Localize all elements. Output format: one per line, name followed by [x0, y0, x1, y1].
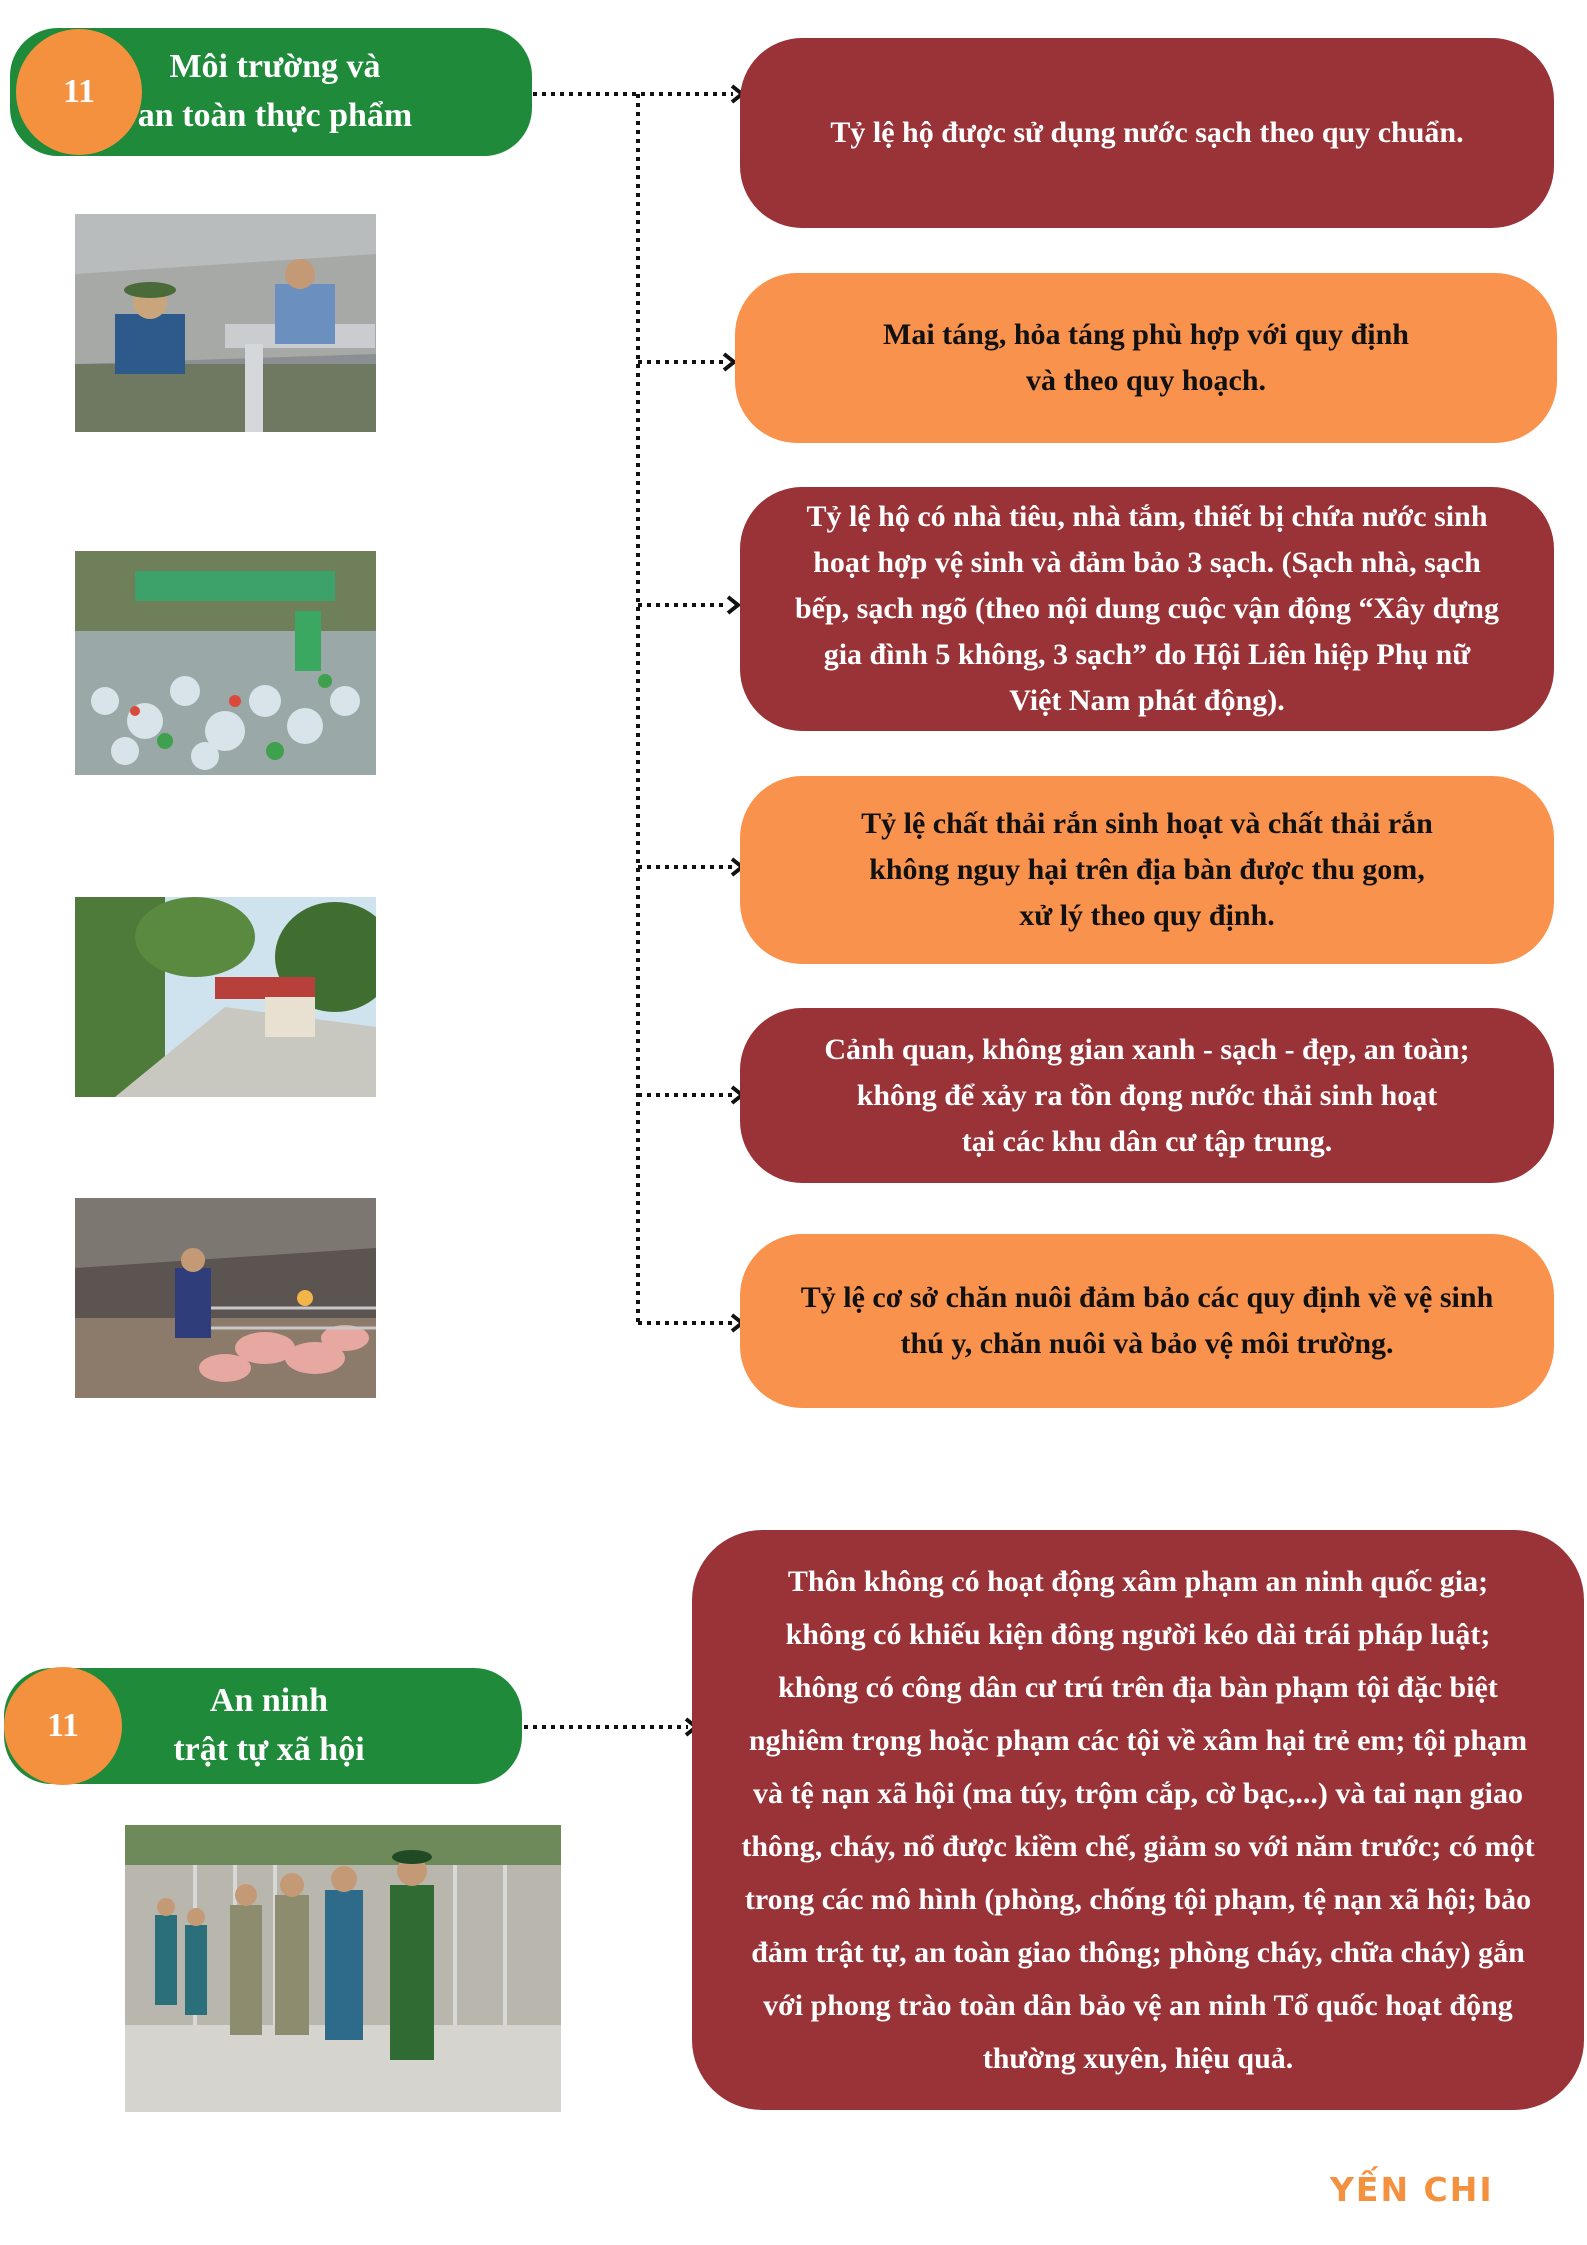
criteria-line: hoạt hợp vệ sinh và đảm bảo 3 sạch. (Sạch nhà, sạch — [813, 546, 1481, 579]
criteria-box-1 — [740, 38, 1554, 228]
criteria-box-5 — [740, 1008, 1554, 1183]
criteria-box-4 — [740, 776, 1554, 964]
criteria-box-3 — [740, 487, 1554, 731]
brand-label: YẾN CHI — [1330, 2170, 1494, 2209]
criteria-text — [830, 110, 1463, 156]
pig-farm-photo — [75, 1198, 376, 1398]
arrowhead-3 — [728, 597, 738, 613]
criteria-line: Thôn không có hoạt động xâm phạm an ninh quốc gia; — [787, 1565, 1489, 1598]
criteria-line: Việt Nam phát động). — [1009, 684, 1285, 717]
village-road-photo — [75, 897, 376, 1097]
criteria-line: bếp, sạch ngõ (theo nội dung cuộc vận động “Xây dựng — [794, 592, 1499, 625]
arrowhead-2 — [724, 354, 734, 370]
section-number-badge: 11 — [16, 29, 142, 155]
criteria-line: thông, cháy, nổ được kiềm chế, giảm so với năm trước; có một — [741, 1830, 1535, 1863]
section-header-environment — [10, 28, 532, 156]
criteria-line: đảm trật tự, an toàn giao thông; phòng cháy, chữa cháy) gắn — [751, 1936, 1525, 1969]
patrol-photo — [125, 1825, 561, 2112]
section-title-line2: trật tự xã hội — [173, 1731, 365, 1768]
section-title — [124, 1676, 414, 1774]
criteria-line: Tỷ lệ hộ được sử dụng nước sạch theo quy chuẩn. — [830, 116, 1464, 149]
water-pipe-photo — [75, 214, 376, 432]
criteria-box-2 — [735, 273, 1557, 443]
section-title-line1: An ninh — [209, 1682, 329, 1719]
section-number-badge: 11 — [4, 1667, 122, 1785]
criteria-line: nghiêm trọng hoặc phạm các tội về xâm hại trẻ em; tội phạm — [748, 1724, 1528, 1757]
section-title-line2: an toàn thực phẩm — [137, 97, 413, 134]
section-title-line1: Môi trường và — [169, 48, 381, 85]
criteria-text — [741, 1555, 1534, 2085]
criteria-line: gia đình 5 không, 3 sạch” do Hội Liên hiệp Phụ nữ — [823, 638, 1471, 671]
criteria-text — [795, 494, 1499, 724]
criteria-text — [883, 312, 1409, 404]
criteria-line: tại các khu dân cư tập trung. — [961, 1124, 1333, 1158]
criteria-text — [824, 1027, 1469, 1165]
criteria-line: không có công dân cư trú trên địa bàn phạm tội đặc biệt — [778, 1671, 1498, 1704]
plastic-waste-photo — [75, 551, 376, 775]
criteria-line: Tỷ lệ chất thải rắn sinh hoạt và chất thải rắn — [861, 807, 1433, 840]
criteria-line: với phong trào toàn dân bảo vệ an ninh Tổ quốc hoạt động — [763, 1989, 1513, 2022]
section-header-security — [4, 1668, 522, 1784]
criteria-line: Tỷ lệ cơ sở chăn nuôi đảm bảo các quy định về vệ sinh — [800, 1281, 1494, 1314]
criteria-line: thường xuyên, hiệu quả. — [982, 2042, 1294, 2075]
criteria-box-6 — [740, 1234, 1554, 1408]
criteria-line: không nguy hại trên địa bàn được thu gom, — [869, 853, 1425, 886]
criteria-line: Tỷ lệ hộ có nhà tiêu, nhà tắm, thiết bị chứa nước sinh — [806, 500, 1488, 533]
criteria-line: trong các mô hình (phòng, chống tội phạm, tệ nạn xã hội; bảo — [744, 1883, 1532, 1916]
criteria-line: xử lý theo quy định. — [1019, 899, 1275, 932]
section-title — [125, 42, 425, 140]
criteria-text — [861, 801, 1433, 939]
criteria-line: không để xảy ra tồn đọng nước thải sinh hoạt — [856, 1078, 1438, 1112]
criteria-line: Mai táng, hỏa táng phù hợp với quy định — [883, 318, 1409, 351]
criteria-line: Cảnh quan, không gian xanh - sạch - đẹp, an toàn; — [824, 1032, 1470, 1066]
criteria-text — [801, 1275, 1494, 1367]
criteria-line: thú y, chăn nuôi và bảo vệ môi trường. — [900, 1327, 1394, 1360]
criteria-line: và theo quy hoạch. — [1025, 364, 1267, 397]
criteria-line: không có khiếu kiện đông người kéo dài trái pháp luật; — [785, 1618, 1491, 1651]
criteria-line: và tệ nạn xã hội (ma túy, trộm cắp, cờ bạc,...) và tai nạn giao — [753, 1777, 1523, 1810]
criteria-box-security — [692, 1530, 1584, 2110]
